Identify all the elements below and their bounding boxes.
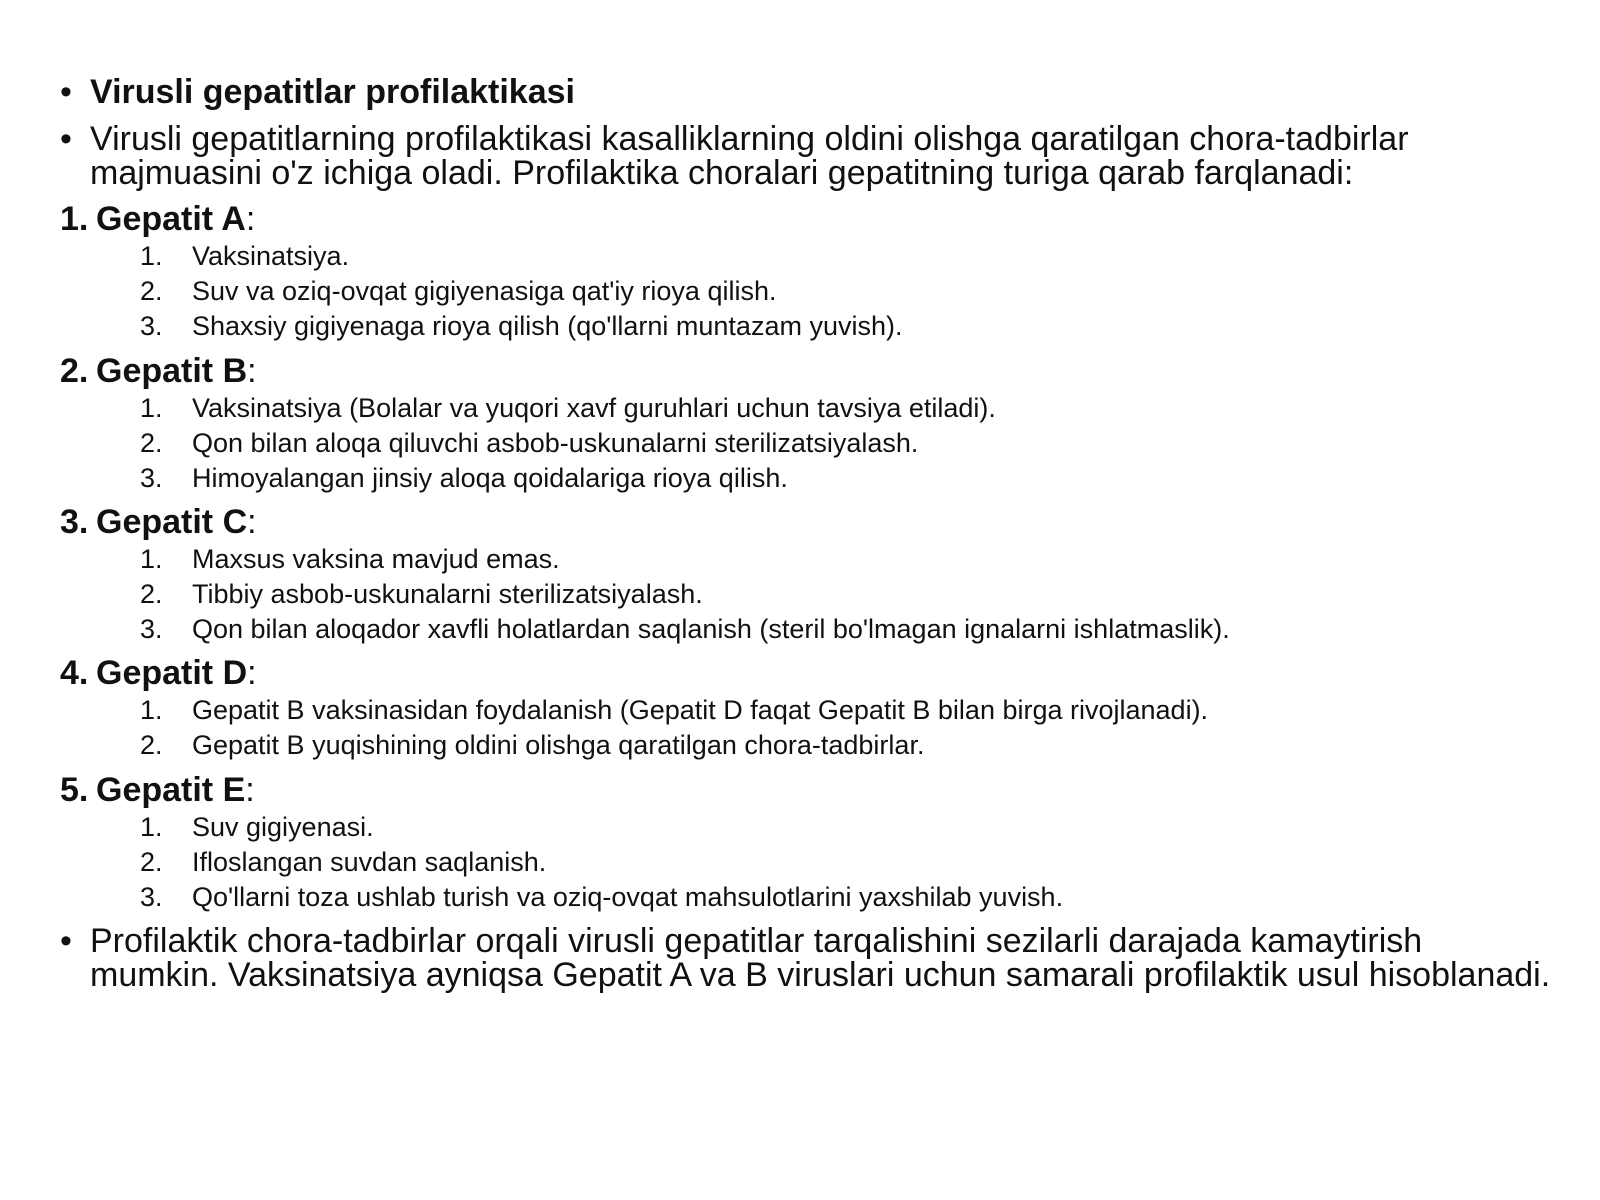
list-item-number: 2. [140, 847, 163, 877]
list-item-text: Suv gigiyenasi. [192, 812, 374, 842]
list-item-text: Gepatit B yuqishining oldini olishga qaratilgan chora-tadbirlar. [192, 730, 925, 760]
section-heading [60, 502, 1560, 542]
section-number: 2. [60, 352, 89, 390]
list-item-number: 1. [140, 241, 163, 271]
list-item [60, 880, 1560, 915]
list-item [60, 612, 1560, 647]
list-item [60, 274, 1560, 309]
list-item-number: 1. [140, 393, 163, 423]
list-item-text: Qon bilan aloqador xavfli holatlardan saqlanish (steril bo'lmagan ignalarni ishlatmaslik). [192, 614, 1230, 644]
list-item-text: Suv va oziq-ovqat gigiyenasiga qat'iy rioya qilish. [192, 276, 777, 306]
section-gepatit-a [60, 199, 1560, 344]
section-title: Gepatit B [96, 352, 248, 390]
section-title: Gepatit A [96, 200, 246, 238]
list-item [60, 810, 1560, 845]
list-item [60, 728, 1560, 763]
list-item-number: 2. [140, 579, 163, 609]
list-item-number: 2. [140, 730, 163, 760]
section-gepatit-d [60, 653, 1560, 763]
list-item-text: Qo'llarni toza ushlab turish va oziq-ovqat mahsulotlarini yaxshilab yuvish. [192, 882, 1064, 912]
section-heading [60, 351, 1560, 391]
list-item-number: 2. [140, 428, 163, 458]
list-item-text: Vaksinatsiya (Bolalar va yuqori xavf guruhlari uchun tavsiya etiladi). [192, 393, 996, 423]
slide-title: Virusli gepatitlar profilaktikasi [90, 73, 575, 111]
list-item-number: 3. [140, 882, 163, 912]
list-item-number: 1. [140, 695, 163, 725]
list-item-number: 3. [140, 463, 163, 493]
list-item-number: 3. [140, 614, 163, 644]
section-colon: : [247, 654, 257, 692]
sub-list [60, 693, 1560, 763]
intro-paragraph: Virusli gepatitlarning profilaktikasi kasalliklarning oldini olishga qaratilgan chora-tadbirlar majmuasini o'z ichiga oladi. Profilaktika choralari gepatitning turiga qarab farqlanadi: [90, 120, 1409, 192]
section-number: 3. [60, 503, 89, 541]
conclusion-paragraph: Profilaktik chora-tadbirlar orqali virusli gepatitlar tarqalishini sezilarli darajada kamaytirish mumkin. Vaksinatsiya ayniqsa Gepatit A va B viruslari uchun samarali profilaktik usul hisoblanadi. [90, 922, 1551, 994]
bullet-conclusion [60, 924, 1560, 992]
list-item-text: Maxsus vaksina mavjud emas. [192, 544, 560, 574]
bullet-dot: • [60, 922, 72, 960]
section-gepatit-e [60, 770, 1560, 915]
section-number: 5. [60, 771, 89, 809]
section-title: Gepatit D [96, 654, 248, 692]
list-item [60, 309, 1560, 344]
list-item-text: Tibbiy asbob-uskunalarni sterilizatsiyalash. [192, 579, 703, 609]
list-item [60, 239, 1560, 274]
section-heading [60, 199, 1560, 239]
list-item-number: 2. [140, 276, 163, 306]
list-item-number: 3. [140, 311, 163, 341]
list-item [60, 542, 1560, 577]
section-colon: : [247, 352, 257, 390]
list-item-text: Himoyalangan jinsiy aloqa qoidalariga rioya qilish. [192, 463, 788, 493]
section-gepatit-b [60, 351, 1560, 496]
sub-list [60, 542, 1560, 647]
section-colon: : [245, 200, 256, 238]
list-item [60, 693, 1560, 728]
bullet-intro [60, 122, 1560, 190]
list-item [60, 461, 1560, 496]
section-heading [60, 653, 1560, 693]
section-title: Gepatit E [96, 771, 246, 809]
list-item-text: Shaxsiy gigiyenaga rioya qilish (qo'llarni muntazam yuvish). [192, 311, 903, 341]
list-item [60, 845, 1560, 880]
section-heading [60, 770, 1560, 810]
list-item [60, 391, 1560, 426]
list-item-number: 1. [140, 812, 163, 842]
sub-list [60, 810, 1560, 915]
sub-list [60, 391, 1560, 496]
bullet-dot: • [60, 120, 72, 158]
list-item-text: Ifloslangan suvdan saqlanish. [192, 847, 547, 877]
bullet-title [60, 75, 1560, 109]
list-item-text: Qon bilan aloqa qiluvchi asbob-uskunalarni sterilizatsiyalash. [192, 428, 919, 458]
list-item [60, 426, 1560, 461]
sub-list [60, 239, 1560, 344]
section-colon: : [245, 771, 255, 809]
list-item-text: Gepatit B vaksinasidan foydalanish (Gepatit D faqat Gepatit B bilan birga rivojlanadi). [192, 695, 1209, 725]
list-item [60, 577, 1560, 612]
section-colon: : [247, 503, 257, 541]
bullet-dot: • [60, 73, 72, 111]
section-number: 1. [60, 200, 89, 238]
section-gepatit-c [60, 502, 1560, 647]
section-number: 4. [60, 654, 89, 692]
list-item-text: Vaksinatsiya. [192, 241, 350, 271]
list-item-number: 1. [140, 544, 163, 574]
section-title: Gepatit C [96, 503, 248, 541]
